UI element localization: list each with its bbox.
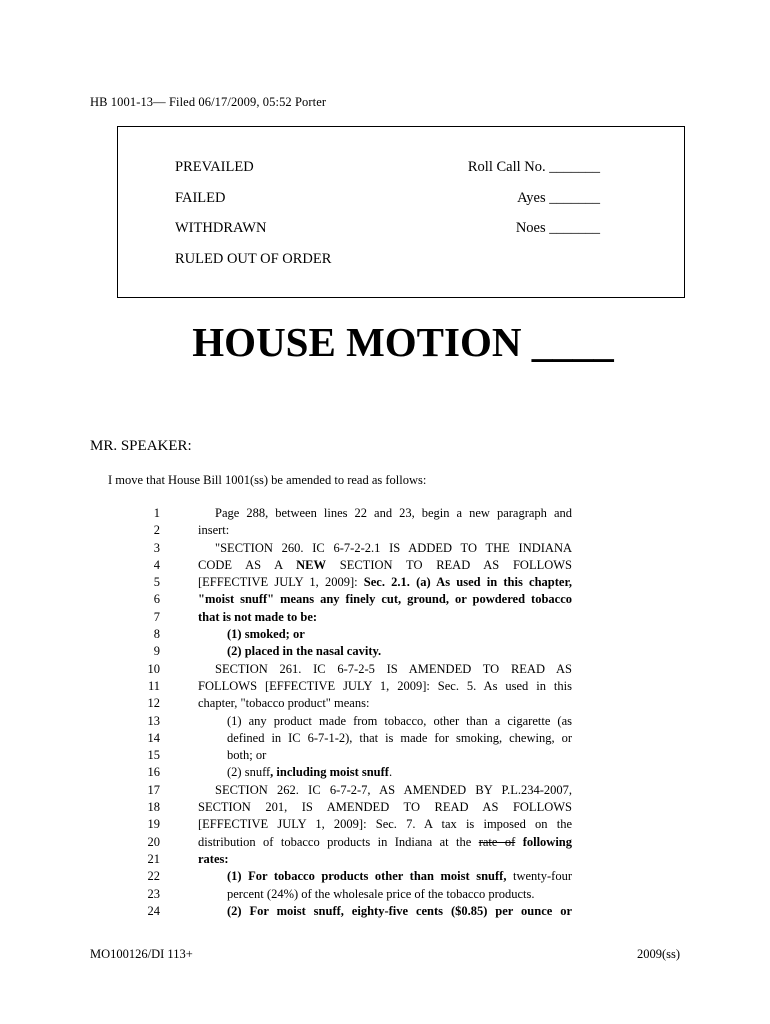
vote-status-box — [117, 126, 685, 298]
line-text — [215, 506, 572, 521]
line-text — [198, 835, 572, 850]
line-number: 19 — [147, 817, 160, 832]
line-segment — [515, 835, 522, 849]
status-list — [175, 159, 331, 281]
line-text — [227, 748, 572, 763]
line-number: 12 — [147, 696, 160, 711]
line-text — [198, 817, 572, 832]
line-number: 17 — [147, 782, 160, 797]
line-number: 1 — [153, 506, 160, 520]
line-segment: twenty-four — [506, 869, 572, 884]
line-number: 5 — [153, 575, 160, 590]
struck-text: rate of — [478, 834, 516, 849]
line-number: 14 — [147, 730, 160, 745]
session-label: 2009(ss) — [636, 947, 680, 961]
line-number: 3 — [153, 540, 160, 555]
line-text — [198, 852, 572, 867]
line-segment: "SECTION 260. IC 6-7-2-2.1 IS ADDED TO THE INDIANA — [215, 540, 572, 555]
inserted-text: (2) For moist snuff, eighty-five cents ($0.85) per ounce or — [227, 903, 572, 918]
line-text — [215, 783, 572, 798]
line-number: 2 — [153, 523, 160, 538]
line-segment: insert: — [198, 523, 230, 538]
motion-title: HOUSE MOTION ____ — [192, 319, 614, 365]
inserted-text: rates: — [198, 851, 229, 866]
line-number: 18 — [147, 800, 160, 815]
salutation: MR. SPEAKER: — [90, 438, 192, 454]
line-segment: SECTION 262. IC 6-7-2-7, AS AMENDED BY P.L.234-2007, — [215, 782, 572, 797]
noes-count: Noes _______ — [515, 220, 600, 236]
line-number: 7 — [153, 609, 160, 624]
line-text — [227, 887, 572, 902]
line-number: 22 — [147, 869, 160, 884]
line-number: 15 — [147, 748, 160, 763]
line-text — [198, 592, 572, 607]
line-text — [227, 869, 572, 884]
line-segment: both; or — [227, 748, 267, 763]
motion-intro: I move that House Bill 1001(ss) be amended to read as follows: — [108, 473, 427, 487]
inserted-text: (1) For tobacco products other than moist snuff, — [227, 869, 507, 884]
status-ruled-out-of-order: RULED OUT OF ORDER — [175, 250, 332, 267]
inserted-text: following — [522, 834, 572, 849]
line-segment: percent (24%) of the wholesale price of the tobacco products. — [227, 886, 535, 901]
document-id: MO100126/DI 113+ — [90, 947, 193, 961]
inserted-text: that is not made to be: — [198, 609, 318, 624]
inserted-text: (1) smoked; or — [227, 627, 305, 642]
line-number: 23 — [147, 886, 160, 901]
line-text — [227, 904, 572, 919]
line-text — [227, 765, 572, 780]
line-number: 21 — [147, 851, 160, 866]
line-text — [227, 731, 572, 746]
line-segment: [EFFECTIVE JULY 1, 2009]: — [198, 575, 364, 590]
line-text — [198, 558, 572, 573]
line-number: 8 — [153, 627, 160, 642]
line-segment: distribution of tobacco products in Indiana at the — [198, 834, 479, 849]
line-number: 13 — [147, 713, 160, 728]
line-text — [215, 541, 572, 556]
line-text — [198, 523, 572, 538]
line-number: 20 — [147, 834, 160, 849]
line-text — [227, 627, 572, 642]
line-number: 16 — [147, 765, 160, 780]
line-text — [227, 714, 572, 729]
line-segment: SECTION 201, IS AMENDED TO READ AS FOLLOWS — [198, 800, 572, 815]
line-segment: (2) snuff — [227, 765, 271, 780]
line-segment: Page 288, between lines 22 and 23, begin a new paragraph and — [215, 506, 572, 520]
line-segment: chapter, "tobacco product" means: — [198, 696, 370, 711]
line-text — [198, 696, 572, 711]
inserted-text: Sec. 2.1. (a) As used in this chapter, — [363, 575, 572, 590]
filing-header: HB 1001-13— Filed 06/17/2009, 05:52 Porter — [90, 95, 327, 109]
line-number: 10 — [147, 661, 160, 676]
line-segment: [EFFECTIVE JULY 1, 2009]: Sec. 7. A tax is imposed on the — [198, 817, 572, 832]
line-number: 6 — [153, 592, 160, 607]
line-number: 24 — [147, 903, 160, 918]
line-text — [198, 610, 572, 625]
inserted-text: , including moist snuff — [270, 765, 389, 780]
line-segment: SECTION TO READ AS FOLLOWS — [326, 557, 572, 572]
inserted-text: (2) placed in the nasal cavity. — [227, 644, 382, 659]
inserted-text: "moist snuff" means any finely cut, ground, or powdered tobacco — [198, 592, 572, 607]
line-segment: defined in IC 6-7-1-2), that is made for smoking, chewing, or — [227, 730, 572, 745]
line-number: 9 — [153, 644, 160, 659]
line-segment: (1) any product made from tobacco, other than a cigarette (as — [227, 713, 572, 728]
ayes-count: Ayes _______ — [517, 189, 600, 206]
status-prevailed: PREVAILED — [175, 159, 254, 175]
roll-call-number: Roll Call No. _______ — [467, 159, 600, 175]
line-text — [198, 679, 572, 694]
tally-list — [468, 159, 600, 251]
line-text — [198, 800, 572, 815]
status-withdrawn: WITHDRAWN — [175, 220, 267, 236]
line-text — [198, 575, 572, 590]
line-text — [215, 662, 572, 677]
line-segment: . — [388, 765, 393, 780]
inserted-text: NEW — [296, 557, 327, 572]
line-number: 4 — [153, 557, 160, 572]
line-segment: FOLLOWS [EFFECTIVE JULY 1, 2009]: Sec. 5. As used in this — [198, 678, 572, 693]
line-number: 11 — [147, 678, 160, 693]
status-failed: FAILED — [175, 189, 226, 206]
line-segment: SECTION 261. IC 6-7-2-5 IS AMENDED TO READ AS — [215, 661, 572, 676]
line-segment: CODE AS A — [198, 557, 297, 572]
line-text — [227, 644, 572, 659]
